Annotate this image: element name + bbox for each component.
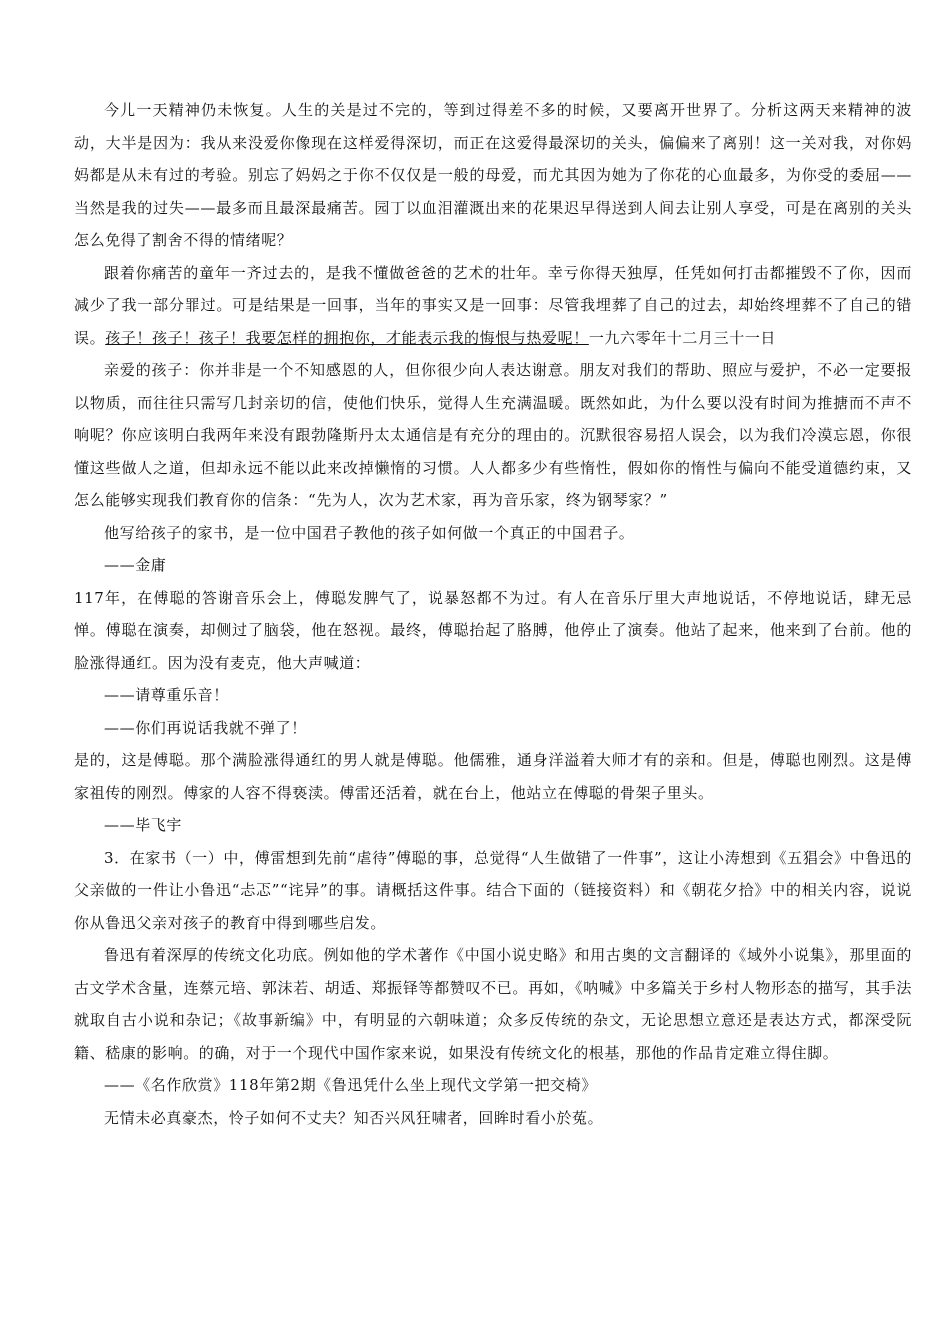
quote-respect-music: ——请尊重乐音！ — [104, 686, 229, 704]
quote-stop-playing: ——你们再说话我就不弹了！ — [104, 718, 307, 737]
link-material-paragraph: 鲁迅有着深厚的传统文化功底。例如他的学术著作《中国小说史略》和用古奥的文言翻译的《域外小说集》，那里面的古文学术含量，连蔡元培、郭沫若、胡适、郑振铎等都赞叹不已。再如，《呐喊》中多篇关于乡村人物形态的描写，其手法就取自古小说和杂记；《故事新编》中，有明显的六朝味道；众多反传统的杂文，无论思想立意还是表达方式，都深受阮籍、嵇康的影响。的确，对于一个现代中国作家来说，如果没有传统文化的根基，那他的作品肯定难立得住脚。 — [74, 946, 912, 1062]
letter-date: 一九六零年十二月三十一日 — [588, 328, 777, 347]
concert-paragraph: 117年，在傅聪的答谢音乐会上，傅聪发脾气了，说暴怒都不为过。有人在音乐厅里大声地说话，不停地说话，肆无忌惮。傅聪在演奏，却侧过了脑袋，他在怒视。最终，傅聪抬起了胳膊，他停止了演奏。他站了起来，他来到了台前。他的脸涨得通红。因为没有麦克，他大声喊道： — [74, 588, 912, 672]
question-3: 3．在家书（一）中，傅雷想到先前“虐待”傅聪的事，总觉得“人生做错了一件事”，这让小涛想到《五猖会》中鲁迅的父亲做的一件让小鲁迅“忐忑”“诧异”的事。请概括这件事。结合下面的（链接资料）和《朝花夕拾》中的相关内容，说说你从鲁迅父亲对孩子的教育中得到哪些启发。 — [74, 848, 912, 932]
letter-paragraph-2 — [74, 257, 912, 355]
link-material-source: ——《名作欣赏》118年第2期《鲁迅凭什么坐上现代文学第一把交椅》 — [104, 1076, 597, 1094]
letter-paragraph-1: 今儿一天精神仍未恢复。人生的关是过不完的，等到过得差不多的时候，又要离开世界了。分析这两天来精神的波动，大半是因为：我从来没爱你像现在这样爱得深切，而正在这爱得最深切的关头，偏偏来了离别！这一关对我，对你妈妈都是从未有过的考验。别忘了妈妈之于你不仅仅是一般的母爱，而尤其因为她为了你花的心血最多，为你受的委屈——当然是我的过失——最多而且最深最痛苦。园丁以血泪灌溉出来的花果迟早得送到人间去让别人享受，可是在离别的关头怎么免得了割舍不得的情绪呢？ — [74, 101, 912, 249]
jinyong-attribution: ——金庸 — [104, 556, 167, 574]
fucong-paragraph: 是的，这是傅聪。那个满脸涨得通红的男人就是傅聪。他儒雅，通身洋溢着大师才有的亲和。但是，傅聪也刚烈。这是傅家祖传的刚烈。傅家的人容不得亵渎。傅雷还活着，就在台上，他站立在傅聪的骨架子里头。 — [74, 751, 912, 802]
document-page — [74, 94, 912, 1134]
letter-paragraph-3: 亲爱的孩子：你并非是一个不知感恩的人，但你很少向人表达谢意。朋友对我们的帮助、照应与爱护，不必一定要报以物质，而往往只需写几封亲切的信，使他们快乐，觉得人生充满温暖。既然如此，为什么要以没有时间为推搪而不声不响呢？你应该明白我两年来没有跟勃隆斯丹太太通信是有充分的理由的。沉默很容易招人误会，以为我们冷漠忘恩，你很懂这些做人之道，但却永远不能以此来改掉懒惰的习惯。人人都多少有些惰性，假如你的惰性与偏向不能受道德约束，又怎么能够实现我们教育你的信条：“先为人，次为艺术家，再为音乐家，终为钢琴家？” — [74, 361, 912, 509]
bifeiyu-attribution: ——毕飞宇 — [104, 816, 183, 834]
jinyong-comment: 他写给孩子的家书，是一位中国君子教他的孩子如何做一个真正的中国君子。 — [104, 523, 635, 542]
underlined-sentence: 孩子！孩子！孩子！我要怎样的拥抱你，才能表示我的悔恨与热爱呢！ — [105, 328, 589, 347]
letter-paragraph-2-text: 跟着你痛苦的童年一齐过去的，是我不懂做爸爸的艺术的壮年。幸亏你得天独厚，任凭如何打击都摧毁不了你，因而减少了我一部分罪过。可是结果是一回事，当年的事实又是一回事：尽管我埋葬了自己的过去，却始终埋葬不了自己的错误。 — [74, 263, 912, 347]
poem-line: 无情未必真豪杰，怜子如何不丈夫？知否兴风狂啸者，回眸时看小於菟。 — [104, 1108, 604, 1127]
